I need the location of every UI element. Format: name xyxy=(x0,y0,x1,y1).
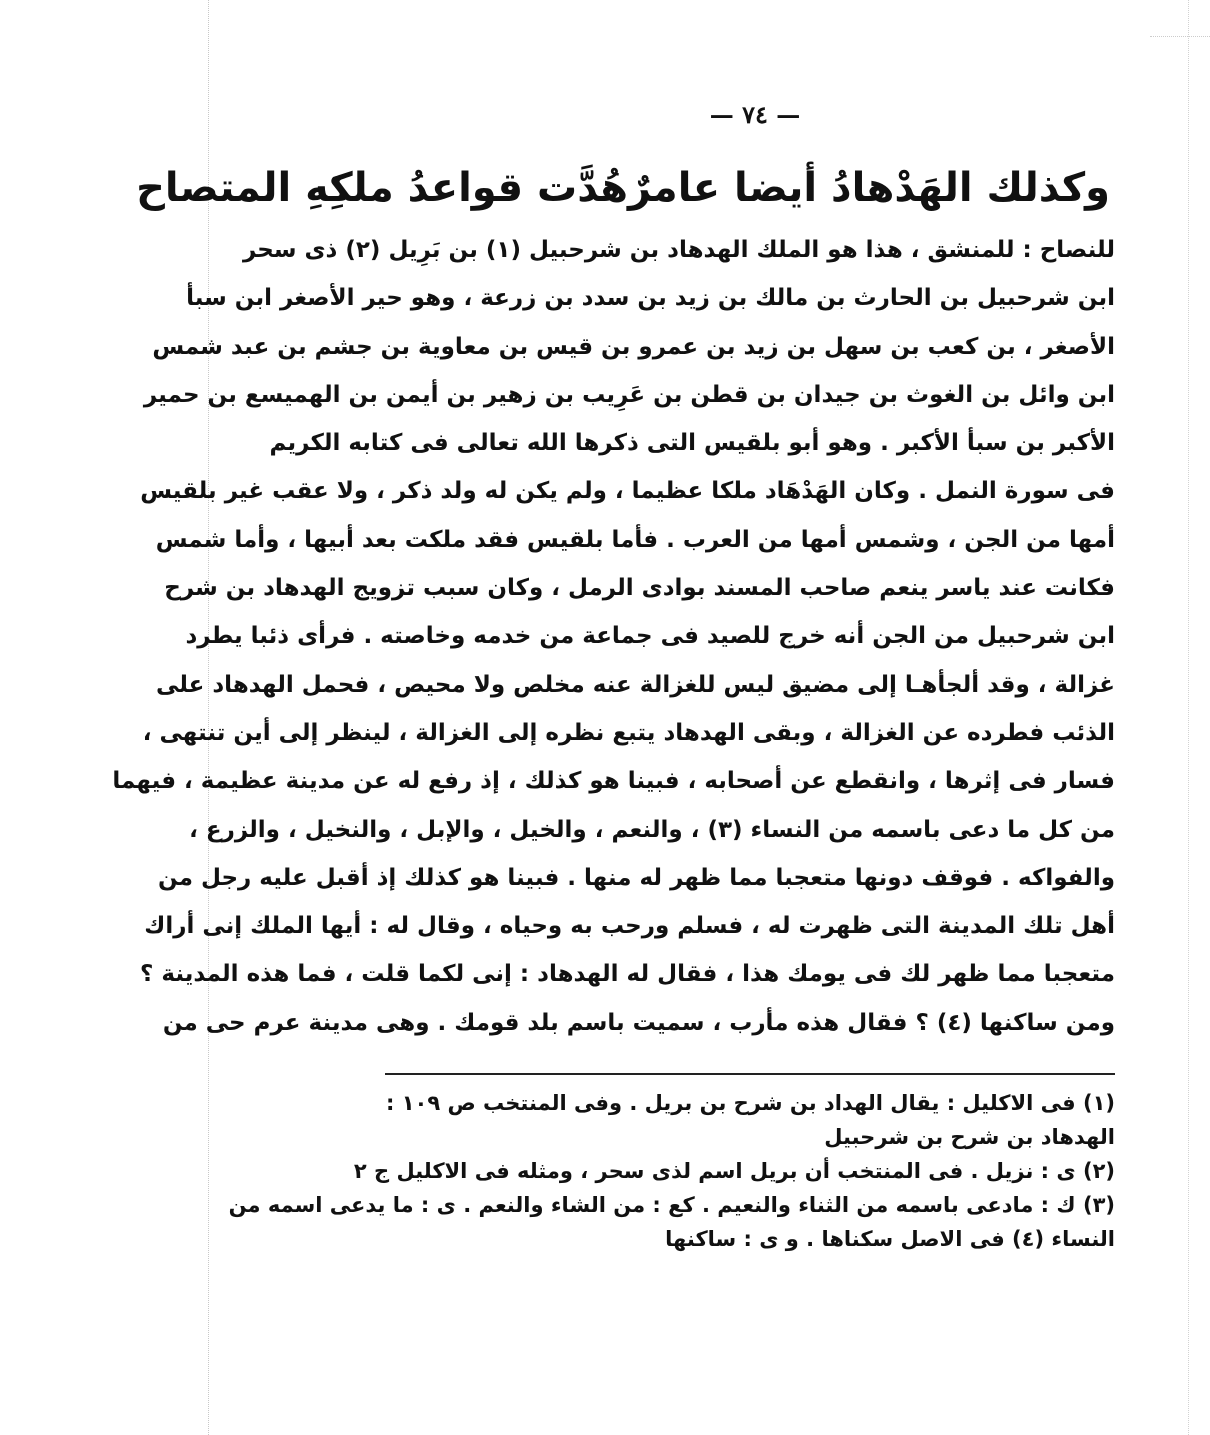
footnote-line: (١) فى الاكليل : يقال الهداد بن شرح بن بريل . وفى المنتخب ص ١٠٩ : xyxy=(386,1091,1115,1115)
body-line: غزالة ، وقد ألجأهـا إلى مضيق ليس للغزالة عنه مخلص ولا محيص ، فحمل الهدهاد على xyxy=(156,671,1115,698)
body-line: والفواكه . فوقف دونها متعجبا مما ظهر له منها . فبينا هو كذلك إذ أقبل عليه رجل من xyxy=(158,864,1115,891)
body-line: فى سورة النمل . وكان الهَدْهَاد ملكا عظيما ، ولم يكن له ولد ذكر ، ولا عقب غير بلقيس xyxy=(140,478,1115,505)
body-line: متعجبا مما ظهر لك فى يومك هذا ، فقال له الهدهاد : إنى لكما قلت ، فما هذه المدينة ؟ xyxy=(140,961,1115,988)
body-line: الأكبر بن سبأ الأكبر . وهو أبو بلقيس التى ذكرها الله تعالى فى كتابه الكريم xyxy=(269,430,1115,457)
footnote-line: (٢) ى : نزيل . فى المنتخب أن بريل اسم لذى سحر ، ومثله فى الاكليل ج ٢ xyxy=(353,1159,1115,1183)
body-line: الأصغر ، بن كعب بن سهل بن زيد بن عمرو بن قيس بن معاوية بن جشم بن عبد شمس xyxy=(152,333,1115,360)
body-line: فسار فى إثرها ، وانقطع عن أصحابه ، فبينا هو كذلك ، إذ رفع له عن مدينة عظيمة ، فيهما xyxy=(112,768,1115,795)
body-line: أهل تلك المدينة التى ظهرت له ، فسلم ورحب به وحياه ، وقال له : أيها الملك إنى أراك xyxy=(144,913,1115,940)
body-line: ابن شرحبيل من الجن أنه خرج للصيد فى جماعة من خدمه وخاصته . فرأى ذئبا يطرد xyxy=(185,623,1115,650)
body-line: أمها من الجن ، وشمس أمها من العرب . فأما بلقيس فقد ملكت بعد أبيها ، وأما شمس xyxy=(155,526,1115,553)
footnote-line: (٣) ك : مادعى باسمه من الثناء والنعيم . كع : من الشاء والنعم . ى : ما يدعى اسمه من xyxy=(228,1193,1115,1217)
footnote-line: النساء (٤) فى الاصل سكناها . و ى : ساكنها xyxy=(665,1227,1115,1251)
body-line: ابن وائل بن الغوث بن جيدان بن قطن بن عَرِيب بن زهير بن أيمن بن الهميسع بن حمير xyxy=(143,381,1115,408)
footnote-line: الهدهاد بن شرح بن شرحبيل xyxy=(824,1125,1115,1149)
verse-hemistich-right: وكذلك الهَدْهادُ أيضا عامرٌ xyxy=(628,165,1110,211)
body-line: فكانت عند ياسر ينعم صاحب المسند بوادى الرمل ، وكان سبب تزويج الهدهاد بن شرح xyxy=(164,575,1115,602)
body-line: للنصاح : للمنشق ، هذا هو الملك الهدهاد بن شرحبيل (١) بن بَرِيل (٢) ذى سحر xyxy=(242,237,1115,263)
verse-line xyxy=(136,160,1110,216)
scan-edge-marks-top xyxy=(1150,36,1210,37)
footnote-separator xyxy=(385,1073,1115,1075)
scan-edge-marks-right xyxy=(1188,0,1189,1435)
verse-hemistich-left: هُدَّت قواعدُ ملكِهِ المتصاح xyxy=(136,165,629,211)
body-text xyxy=(112,226,1115,1047)
body-line: ابن شرحبيل بن الحارث بن مالك بن زيد بن سدد بن زرعة ، وهو حير الأصغر ابن سبأ xyxy=(186,285,1115,312)
body-line: الذئب فطرده عن الغزالة ، وبقى الهدهاد يتبع نظره إلى الغزالة ، لينظر إلى أين تنتهى ، xyxy=(142,719,1115,746)
body-line: ومن ساكنها (٤) ؟ فقال هذه مأرب ، سميت باسم بلد قومك . وهى مدينة عرم حى من xyxy=(162,1009,1115,1036)
footnotes xyxy=(228,1086,1115,1256)
page-number: — ٧٤ — xyxy=(709,100,801,129)
body-line: من كل ما دعى باسمه من النساء (٣) ، والنعم ، والخيل ، والإبل ، والنخيل ، والزرع ، xyxy=(189,816,1115,843)
